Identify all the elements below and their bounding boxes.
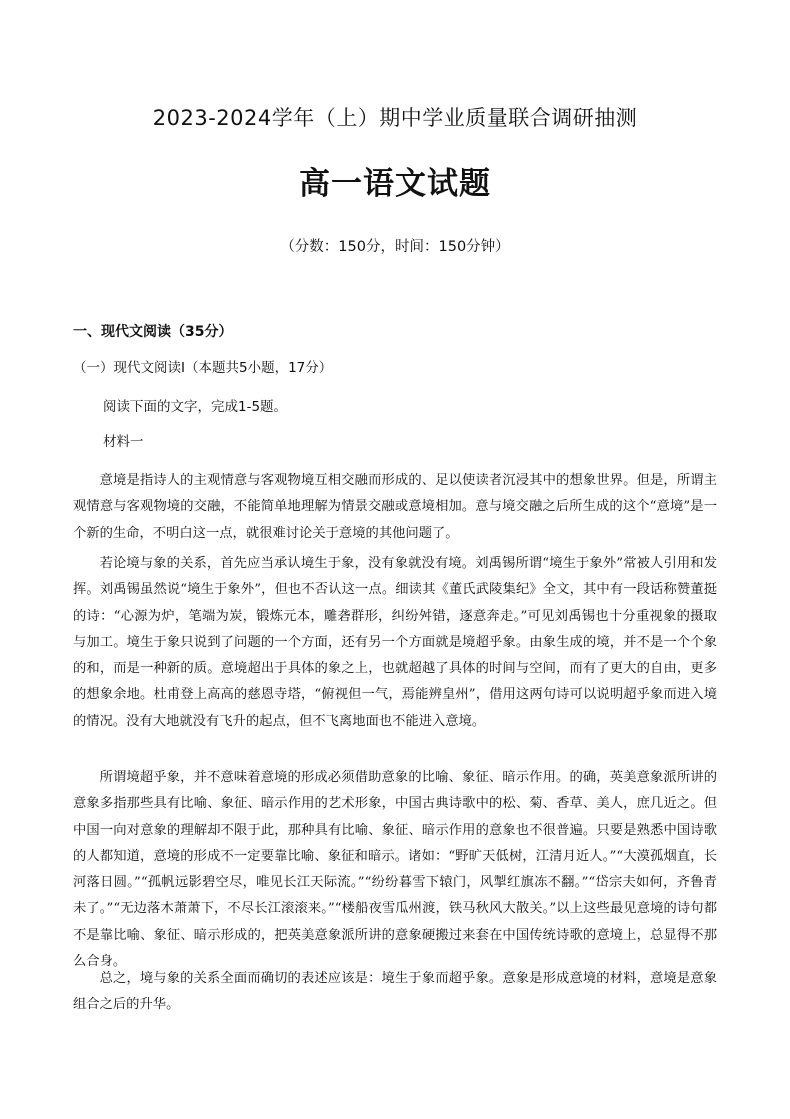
section-heading: 一、现代文阅读（35分） <box>73 324 233 340</box>
paragraph-3: 所谓境超乎象，并不意味着意境的形成必须借助意象的比喻、象征、暗示作用。的确，英美意象派所讲的意象多指那些具有比喻、象征、暗示作用的艺术形象，中国古典诗歌中的松、菊、香草、美人，庶几近之。但中国一向对意象的理解却不限于此，那种具有比喻、象征、暗示作用的意象也不很普遍。只要是熟悉中国诗歌的人都知道，意境的形成不一定要靠比喻、象征和暗示。诸如：“野旷天低树，江清月近人。”“大漠孤烟直，长河落日圆。”“孤帆远影碧空尽，唯见长江天际流。”“纷纷暮雪下辕门，风掣红旗冻不翻。”“岱宗夫如何，齐鲁青未了。”“无边落木萧萧下，不尽长江滚滚来。”“楼船夜雪瓜州渡，铁马秋风大散关。”以上这些最见意境的诗句都不是靠比喻、象征、暗示形成的，把英美意象派所讲的意象硬搬过来套在中国传统诗歌的意境上，总显得不那么合身。 <box>73 770 717 970</box>
section-subheading: （一）现代文阅读Ⅰ（本题共5小题，17分） <box>73 360 333 376</box>
material-label: 材料一 <box>103 434 144 450</box>
paragraph-2: 若论境与象的关系，首先应当承认境生于象，没有象就没有境。刘禹锡所谓“境生于象外”常被人引用和发挥。刘禹锡虽然说“境生于象外”，但也不否认这一点。细读其《董氏武陵集纪》全文，其中有一段话称赞董挺的诗：“心源为炉，笔端为炭，锻炼元本，雕砻群形，纠纷舛错，逐意奔走。”可见刘禹锡也十分重视象的摄取与加工。境生于象只说到了问题的一个方面，还有另一个方面就是境超乎象。由象生成的境，并不是一个个象的和，而是一种新的质。意境超出于具体的象之上，也就超越了具体的时间与空间，而有了更大的自由，更多的想象余地。杜甫登上高高的慈恩寺塔，“俯视但一气，焉能辨皇州”，借用这两句诗可以说明超乎象而进入境的情况。没有大地就没有飞升的起点，但不飞离地面也不能进入意境。 <box>73 556 717 729</box>
paragraph-4: 总之，境与象的关系全面而确切的表述应该是：境生于象而超乎象。意象是形成意境的材料，意境是意象组合之后的升华。 <box>73 971 717 1013</box>
exam-title: 2023-2024学年（上）期中学业质量联合调研抽测 <box>152 106 638 130</box>
subject-title: 高一语文试题 <box>299 166 491 202</box>
paragraph-1: 意境是指诗人的主观情意与客观物境互相交融而形成的、足以使读者沉浸其中的想象世界。但是，所谓主观情意与客观物境的交融，不能简单地理解为情景交融或意境相加。意与境交融之后所生成的这个“意境”是一个新的生命，不明白这一点，就很难讨论关于意境的其他问题了。 <box>73 473 717 541</box>
reading-instruction: 阅读下面的文字，完成1-5题。 <box>103 399 288 415</box>
score-time-line: （分数：150分，时间：150分钟） <box>280 239 510 255</box>
